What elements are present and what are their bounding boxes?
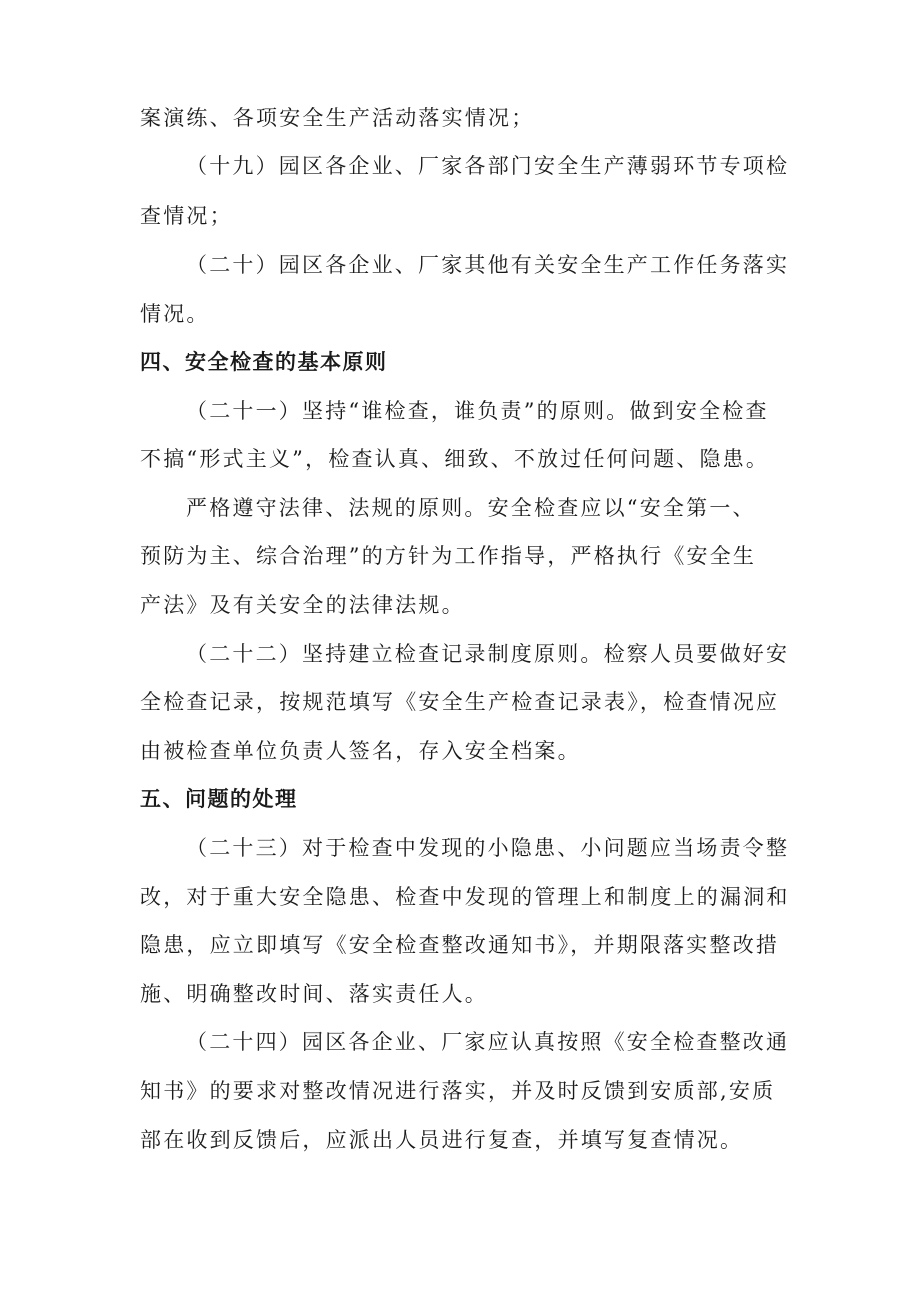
paragraph-line: 情况。 [140,302,210,326]
paragraph-line: 知书》的要求对整改情况进行落实，并及时反馈到安质部,安质 [140,1079,776,1103]
paragraph-line: 产法》及有关安全的法律法规。 [140,593,465,617]
paragraph-line: （二十三）对于检查中发现的小隐患、小问题应当场责令整 [186,836,790,860]
paragraph-line: 全检查记录，按规范填写《安全生产检查记录表》，检查情况应 [140,690,780,714]
paragraph-line: （二十四）园区各企业、厂家应认真按照《安全检查整改通 [186,1030,790,1054]
paragraph-line: 由被检查单位负责人签名，存入安全档案。 [140,739,581,763]
paragraph-line: （十九）园区各企业、厂家各部门安全生产薄弱环节专项检 [186,154,790,178]
paragraph-line: 查情况； [140,204,233,228]
paragraph-line: 改，对于重大安全隐患、检查中发现的管理上和制度上的漏洞和 [140,885,790,909]
section-heading: 五、问题的处理 [140,787,298,811]
paragraph-line: 隐患，应立即填写《安全检查整改通知书》，并期限落实整改措 [140,933,780,957]
paragraph-line: （二十二）坚持建立检查记录制度原则。检察人员要做好安 [186,642,790,666]
paragraph-line: 部在收到反馈后，应派出人员进行复查，并填写复查情况。 [140,1128,744,1152]
paragraph-line: （二十）园区各企业、厂家其他有关安全生产工作任务落实 [186,253,790,277]
paragraph-line: 施、明确整改时间、落实责任人。 [140,982,488,1006]
paragraph-line: （二十一）坚持“谁检查，谁负责”的原则。做到安全检查 [186,399,769,423]
paragraph-line: 案演练、各项安全生产活动落实情况； [140,106,535,130]
paragraph-line: 不搞“形式主义”，检查认真、细致、不放过任何问题、隐患。 [140,447,770,471]
section-heading: 四、安全检查的基本原则 [140,350,388,374]
paragraph-line: 严格遵守法律、法规的原则。安全检查应以“安全第一、 [186,496,756,520]
paragraph-line: 预防为主、综合治理”的方针为工作指导，严格执行《安全生 [140,544,757,568]
